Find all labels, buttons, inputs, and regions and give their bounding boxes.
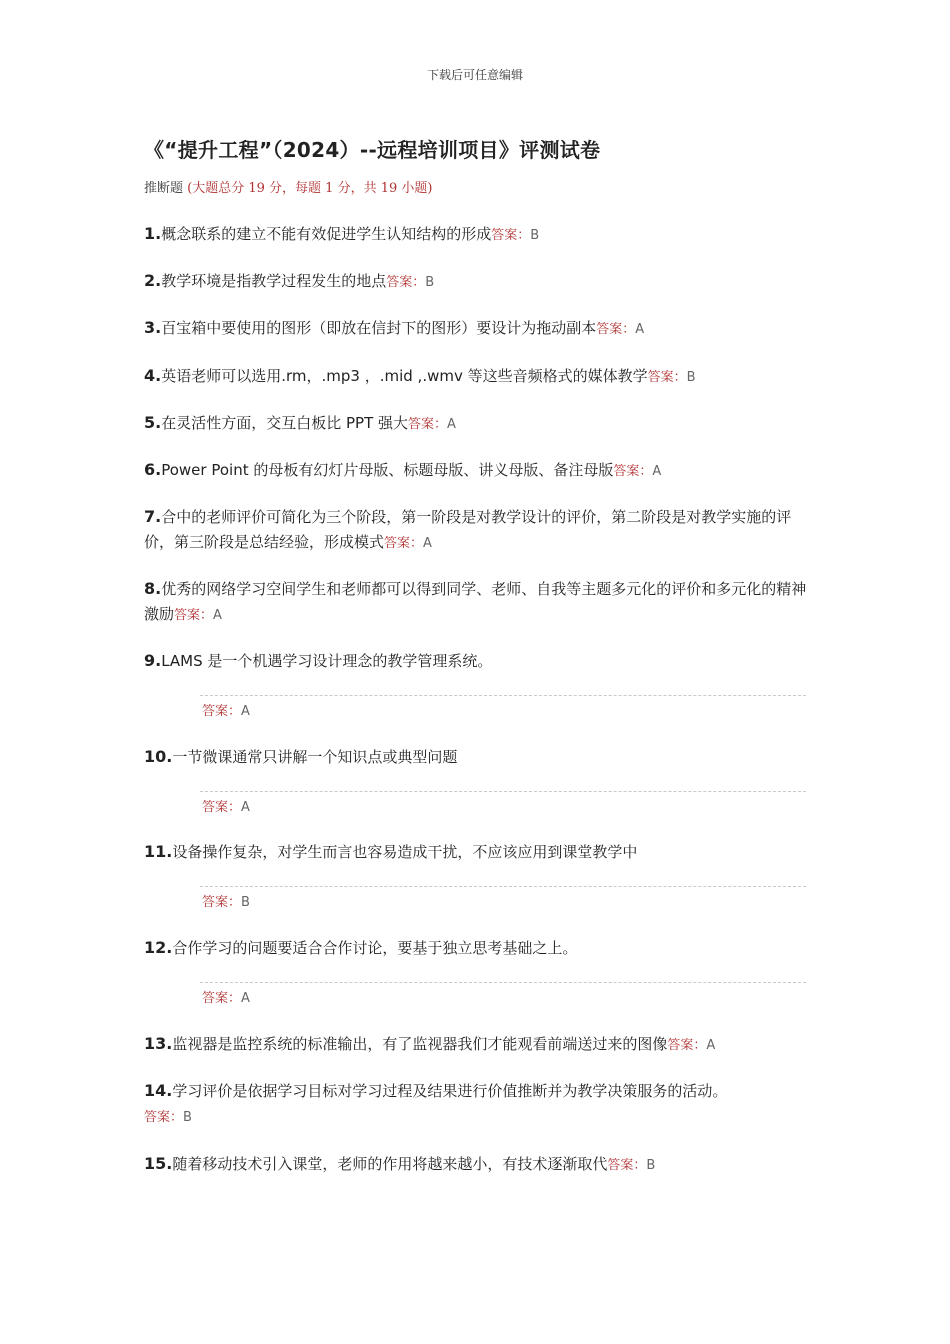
answer-value: B — [646, 1158, 656, 1173]
question-item — [144, 410, 814, 437]
question-text: 百宝箱中要使用的图形（即放在信封下的图形）要设计为拖动副本 — [161, 319, 597, 337]
question-text: Power Point 的母板有幻灯片母版、标题母版、讲义母版、备注母版 — [161, 461, 614, 479]
answer-label: 答案： — [202, 800, 242, 815]
dashed-divider — [200, 791, 806, 792]
answer — [596, 322, 644, 337]
question-item — [144, 1151, 814, 1178]
answer-label: 答案： — [384, 536, 424, 551]
answer — [648, 370, 696, 385]
question-text: 监视器是监控系统的标准输出，有了监视器我们才能观看前端送过来的图像 — [172, 1035, 668, 1053]
question-number: 13. — [144, 1034, 173, 1053]
question-text: 优秀的网络学习空间学生和老师都可以得到同学、老师、自我等主题多元化的评价和多元化的精神激励 — [144, 580, 807, 623]
question-number: 5. — [144, 413, 162, 432]
answer-value: B — [425, 275, 435, 290]
question-text: 学习评价是依据学习目标对学习过程及结果进行价值推断并为教学决策服务的活动。 — [172, 1082, 728, 1100]
question-number: 7. — [144, 507, 162, 526]
answer — [202, 891, 250, 910]
question-number: 10. — [144, 747, 173, 766]
question-item — [144, 576, 814, 628]
answer-value: A — [241, 991, 250, 1006]
answer — [144, 1106, 192, 1125]
question-number: 12. — [144, 938, 173, 957]
question-number: 4. — [144, 366, 162, 385]
question-text: 随着移动技术引入课堂，老师的作用将越来越小，有技术逐渐取代 — [172, 1155, 608, 1173]
answer-value: A — [241, 800, 250, 815]
question-text: 英语老师可以选用.rm，.mp3 ，.mid ,.wmv 等这些音频格式的媒体教学 — [161, 367, 648, 385]
header-note: 下载后可任意编辑 — [426, 68, 523, 82]
answer-label: 答案： — [202, 704, 242, 719]
section-detail: (大题总分 19 分，每题 1 分，共 19 小题) — [187, 181, 433, 196]
answer — [607, 1158, 655, 1173]
answer-value: B — [183, 1110, 192, 1125]
answer — [386, 275, 434, 290]
question-item — [144, 268, 814, 295]
answer — [613, 464, 661, 479]
page-title: 《“提升工程”（2024）--远程培训项目》评测试卷 — [144, 138, 601, 162]
answer-value: A — [241, 704, 250, 719]
question-item — [144, 935, 814, 961]
answer-value: A — [635, 322, 645, 337]
answer-label: 答案： — [408, 417, 448, 432]
question-text: 在灵活性方面，交互白板比 PPT 强大 — [161, 414, 409, 432]
answer — [202, 700, 250, 719]
answer — [408, 417, 456, 432]
answer-label: 答案： — [144, 1110, 184, 1125]
answer — [202, 796, 250, 815]
answer-label: 答案： — [596, 322, 636, 337]
answer-label: 答案： — [202, 991, 242, 1006]
question-number: 6. — [144, 460, 162, 479]
answer-label: 答案： — [491, 228, 531, 243]
question-item — [144, 221, 814, 248]
question-item — [144, 839, 814, 865]
question-text: 合作学习的问题要适合合作讨论，要基于独立思考基础之上。 — [172, 939, 578, 957]
dashed-divider — [200, 886, 806, 887]
dashed-divider — [200, 982, 806, 983]
question-number: 2. — [144, 271, 162, 290]
answer-label: 答案： — [202, 895, 242, 910]
answer — [202, 987, 250, 1006]
question-item — [144, 1078, 814, 1104]
question-number: 3. — [144, 318, 162, 337]
answer-value: B — [686, 370, 696, 385]
question-text: 设备操作复杂，对学生而言也容易造成干扰，不应该应用到课堂教学中 — [172, 843, 638, 861]
question-item — [144, 648, 814, 674]
dashed-divider — [200, 695, 806, 696]
question-number: 1. — [144, 224, 162, 243]
answer-label: 答案： — [174, 608, 214, 623]
question-number: 11. — [144, 842, 173, 861]
answer-label: 答案： — [667, 1038, 707, 1053]
section-heading — [144, 177, 432, 196]
question-number: 8. — [144, 579, 162, 598]
answer-value: A — [213, 608, 222, 623]
question-text: 概念联系的建立不能有效促进学生认知结构的形成 — [161, 225, 492, 243]
question-text: LAMS 是一个机遇学习设计理念的教学管理系统。 — [161, 652, 493, 670]
question-number: 15. — [144, 1154, 173, 1173]
question-item — [144, 315, 814, 342]
question-item — [144, 504, 814, 556]
answer-value: A — [706, 1038, 716, 1053]
answer-label: 答案： — [613, 464, 653, 479]
question-item — [144, 363, 814, 390]
question-item — [144, 744, 814, 770]
question-number: 14. — [144, 1081, 173, 1100]
answer-label: 答案： — [647, 370, 687, 385]
answer-value: B — [241, 895, 250, 910]
question-text: 教学环境是指教学过程发生的地点 — [161, 272, 387, 290]
section-label: 推断题 — [144, 181, 184, 196]
answer — [174, 608, 222, 623]
question-number: 9. — [144, 651, 162, 670]
question-item — [144, 1031, 814, 1058]
answer-value: A — [447, 417, 456, 432]
question-text: 合中的老师评价可简化为三个阶段，第一阶段是对教学设计的评价，第二阶段是对教学实施的评价，第三阶段是总结经验，形成模式 — [144, 508, 792, 551]
answer — [384, 536, 432, 551]
question-text: 一节微课通常只讲解一个知识点或典型问题 — [172, 748, 458, 766]
answer-label: 答案： — [607, 1158, 647, 1173]
answer — [667, 1038, 715, 1053]
question-item — [144, 457, 814, 484]
answer — [491, 228, 539, 243]
answer-value: A — [423, 536, 432, 551]
answer-label: 答案： — [386, 275, 426, 290]
answer-value: B — [530, 228, 540, 243]
answer-value: A — [652, 464, 662, 479]
